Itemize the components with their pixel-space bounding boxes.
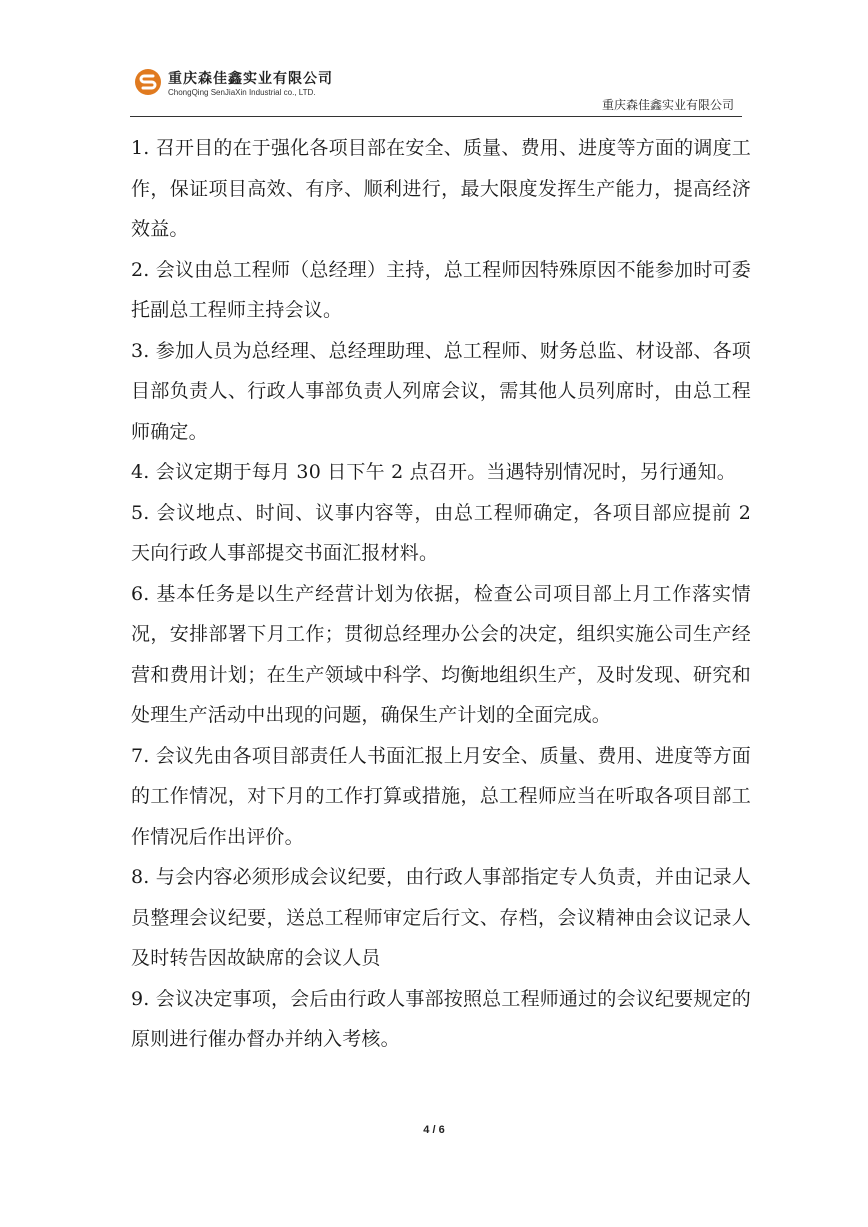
paragraph: 5. 会议地点、时间、议事内容等，由总工程师确定，各项目部应提前 2 天向行政人事部提交书面汇报材料。: [131, 501, 751, 564]
paragraph: 3. 参加人员为总经理、总经理助理、总工程师、财务总监、材设部、各项目部负责人、行政人事部负责人列席会议，需其他人员列席时，由总工程师确定。: [131, 339, 751, 443]
paragraph: 6. 基本任务是以生产经营计划为依据，检查公司项目部上月工作落实情况，安排部署下月工作；贯彻总经理办公会的决定，组织实施公司生产经营和费用计划；在生产领域中科学、均衡地组织生产，及时发现、研究和处理生产活动中出现的问题，确保生产计划的全面完成。: [131, 582, 751, 726]
paragraph: 9. 会议决定事项，会后由行政人事部按照总工程师通过的会议纪要规定的原则进行催办督办并纳入考核。: [131, 987, 751, 1050]
paragraph: 1. 召开目的在于强化各项目部在安全、质量、费用、进度等方面的调度工作，保证项目高效、有序、顺利进行，最大限度发挥生产能力，提高经济效益。: [131, 137, 751, 240]
company-logo-icon: [134, 68, 162, 96]
paragraph: 2. 会议由总工程师（总经理）主持，总工程师因特殊原因不能参加时可委托副总工程师主持会议。: [131, 258, 751, 321]
logo-company-name-cn: 重庆森佳鑫实业有限公司: [168, 71, 333, 87]
paragraph: 8. 与会内容必须形成会议纪要，由行政人事部指定专人负责，并由记录人员整理会议纪要，送总工程师审定后行文、存档，会议精神由会议记录人及时转告因故缺席的会议人员: [131, 866, 751, 969]
logo-company-name-en: ChongQing SenJiaXin Industrial co., LTD.: [168, 88, 316, 97]
page-number: 4 / 6: [423, 1124, 445, 1136]
company-logo: [130, 62, 370, 106]
document-body: [131, 128, 751, 1060]
page-header: [130, 62, 742, 120]
paragraph: 7. 会议先由各项目部责任人书面汇报上月安全、质量、费用、进度等方面的工作情况，对下月的工作打算或措施，总工程师应当在听取各项目部工作情况后作出评价。: [131, 744, 751, 848]
header-divider: [130, 116, 742, 117]
paragraph: 4. 会议定期于每月 30 日下午 2 点召开。当遇特别情况时，另行通知。: [131, 461, 736, 483]
header-company-name: 重庆森佳鑫实业有限公司: [601, 98, 734, 112]
